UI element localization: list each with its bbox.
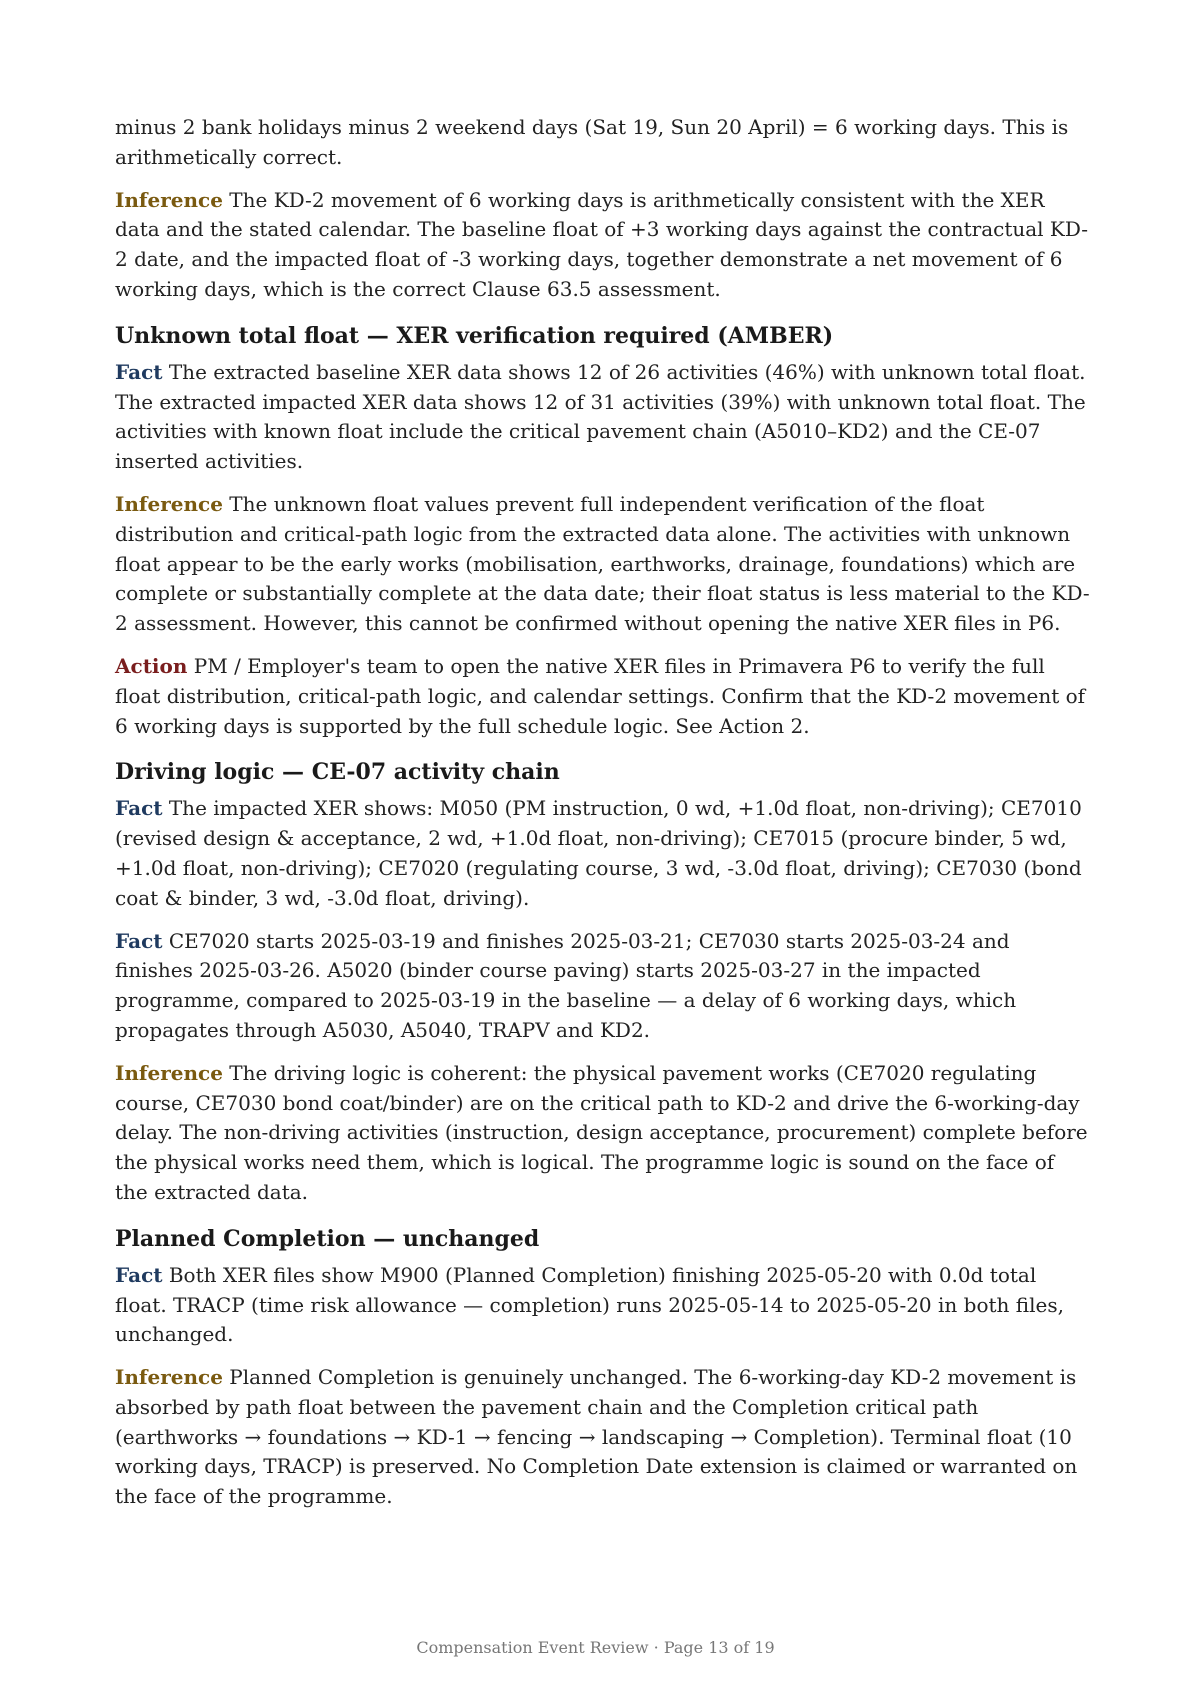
action-tag: Action <box>115 653 188 678</box>
paragraph-text: Both XER files show M900 (Planned Completion) finishing 2025-05-20 with 0.0d total float. TRACP (time risk allowance — completion) runs 2025-05-14 to 2025-05-20 in both files, unchanged. <box>115 1262 1064 1347</box>
fact-tag: Fact <box>115 928 163 953</box>
fact-paragraph <box>115 794 1090 913</box>
inference-paragraph <box>115 1363 1090 1512</box>
paragraph-text: The unknown float values prevent full independent verification of the float distribution and critical-path logic from the extracted data alone. The activities with unknown float appear to be the early works (mobilisation, earthworks, drainage, foundations) which are complete or substantially complete at the data date; their float status is less material to the KD-2 assessment. However, this cannot be confirmed without opening the native XER files in P6. <box>115 491 1090 636</box>
paragraph-continuation: minus 2 bank holidays minus 2 weekend days (Sat 19, Sun 20 April) = 6 working days. This is arithmetically correct. <box>115 115 1069 169</box>
inference-tag: Inference <box>115 1060 223 1085</box>
inference-paragraph <box>115 490 1090 639</box>
inference-tag: Inference <box>115 1365 223 1390</box>
fact-tag: Fact <box>115 796 163 821</box>
paragraph-text: PM / Employer's team to open the native XER files in Primavera P6 to verify the full float distribution, critical-path logic, and calendar settings. Confirm that the KD-2 movement of 6 working days is supported by the full schedule logic. See Action 2. <box>115 653 1086 738</box>
section-heading-driving-logic: Driving logic — CE-07 activity chain <box>115 759 560 786</box>
fact-tag: Fact <box>115 359 163 384</box>
inference-paragraph <box>115 1059 1090 1208</box>
fact-paragraph <box>115 1261 1090 1350</box>
paragraph-text: The extracted baseline XER data shows 12 of 26 activities (46%) with unknown total float. The extracted impacted XER data shows 12 of 31 activities (39%) with unknown total float. The activities with known float include the critical pavement chain (A5010–KD2) and the CE-07 inserted activities. <box>115 359 1086 474</box>
paragraph-text: Planned Completion is genuinely unchanged. The 6-working-day KD-2 movement is absorbed by path float between the pavement chain and the Completion critical path (earthworks → foundations → KD-1 → fencing → landscaping → Completion). Terminal float (10 working days, TRACP) is preserved. No Completion Date extension is claimed or warranted on the face of the programme. <box>115 1365 1078 1509</box>
paragraph-text: The impacted XER shows: M050 (PM instruction, 0 wd, +1.0d float, non-driving); CE7010 (revised design & acceptance, 2 wd, +1.0d float, non-driving); CE7015 (procure binder, 5 wd, +1.0d float, non-driving); CE7020 (regulating course, 3 wd, -3.0d float, driving); CE7030 (bond coat & binder, 3 wd, -3.0d float, driving). <box>115 796 1082 910</box>
inference-tag: Inference <box>115 491 223 516</box>
fact-paragraph <box>115 927 1090 1046</box>
action-paragraph <box>115 652 1090 741</box>
page-footer: Compensation Event Review · Page 13 of 19 <box>416 1638 775 1657</box>
paragraph-text: The KD-2 movement of 6 working days is arithmetically consistent with the XER data and the stated calendar. The baseline float of +3 working days against the contractual KD-2 date, and the impacted float of -3 working days, together demonstrate a net movement of 6 working days, which is the correct Clause 63.5 assessment. <box>115 187 1089 301</box>
paragraph-text: CE7020 starts 2025-03-19 and finishes 2025-03-21; CE7030 starts 2025-03-24 and finishes 2025-03-26. A5020 (binder course paving) starts 2025-03-27 in the impacted programme, compared to 2025-03-19 in the baseline — a delay of 6 working days, which propagates through A5030, A5040, TRAPV and KD2. <box>115 928 1017 1042</box>
section-heading-unknown-float: Unknown total float — XER verification required (AMBER) <box>115 322 834 349</box>
fact-paragraph <box>115 358 1090 477</box>
inference-paragraph <box>115 186 1090 305</box>
fact-tag: Fact <box>115 1262 163 1287</box>
paragraph-text: The driving logic is coherent: the physical pavement works (CE7020 regulating course, CE7030 bond coat/binder) are on the critical path to KD-2 and drive the 6-working-day delay. The non-driving activities (instruction, design acceptance, procurement) complete before the physical works need them, which is logical. The programme logic is sound on the face of the extracted data. <box>115 1060 1088 1204</box>
section-heading-planned-completion: Planned Completion — unchanged <box>115 1225 540 1252</box>
document-page <box>115 113 1090 1525</box>
inference-tag: Inference <box>115 187 223 212</box>
